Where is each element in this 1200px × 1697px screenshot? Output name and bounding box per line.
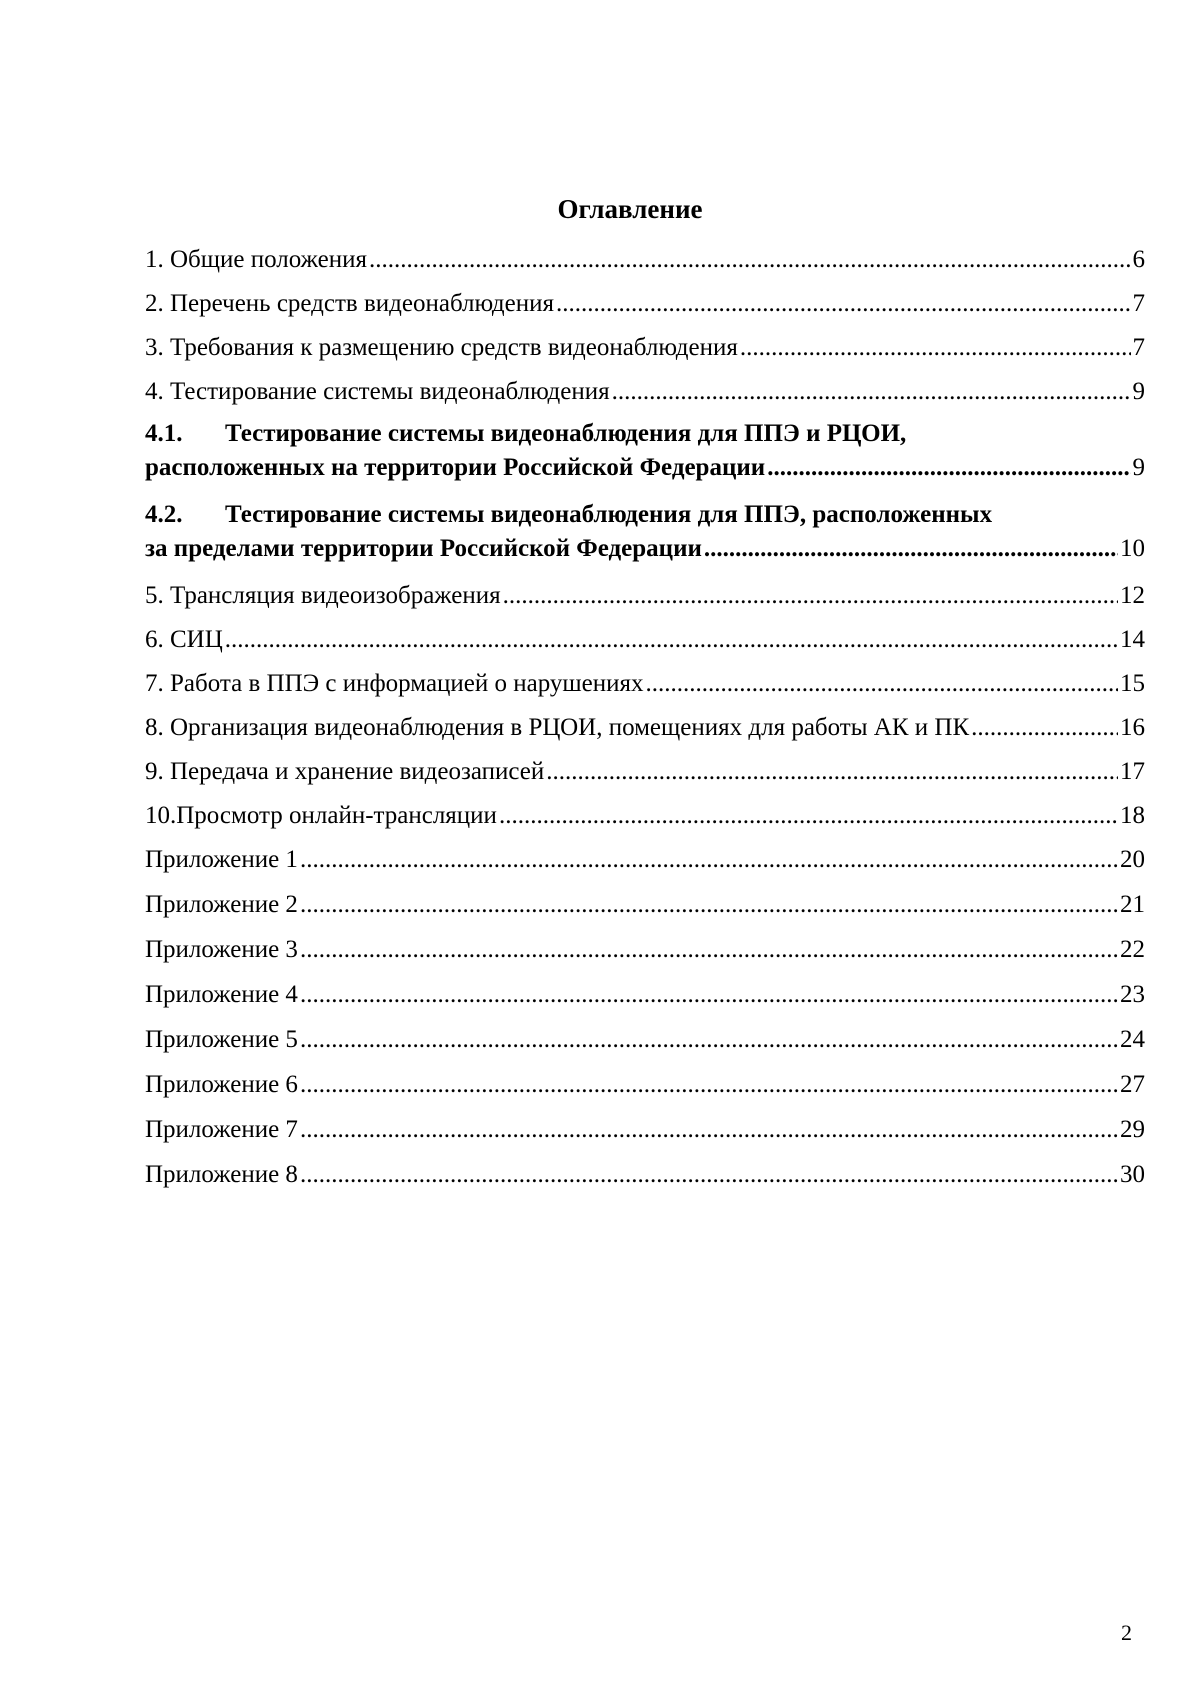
toc-page-number: 15 — [1120, 670, 1145, 697]
toc-entry-number: 4.2. — [145, 501, 183, 528]
toc-entry-text: Просмотр онлайн-трансляции — [176, 802, 497, 829]
toc-page-number: 6 — [1132, 246, 1145, 273]
toc-entry-text: Приложение 5 — [145, 1026, 298, 1053]
toc-entry-appendix-1[interactable] — [145, 843, 1145, 877]
toc-entry-appendix-8[interactable] — [145, 1158, 1145, 1192]
dot-leader — [546, 755, 1118, 789]
toc-page-number: 27 — [1120, 1071, 1145, 1098]
toc-entry-4-2[interactable] — [145, 498, 1145, 566]
toc-entry-3[interactable] — [145, 331, 1145, 365]
dot-leader — [225, 623, 1118, 657]
toc-entry-number: 8. — [145, 714, 164, 741]
dot-leader — [767, 451, 1130, 485]
toc-entry-appendix-4[interactable] — [145, 978, 1145, 1012]
toc-entry-4[interactable] — [145, 375, 1145, 409]
toc-entry-9[interactable] — [145, 755, 1145, 789]
toc-page-number: 17 — [1120, 758, 1145, 785]
toc-entry-appendix-5[interactable] — [145, 1023, 1145, 1057]
toc-page-number: 7 — [1132, 290, 1145, 317]
toc-entry-number: 4. — [145, 378, 164, 405]
toc-entry-text: Тестирование системы видеонаблюдения — [170, 378, 610, 405]
dot-leader — [646, 667, 1118, 701]
toc-entry-appendix-6[interactable] — [145, 1068, 1145, 1102]
toc-page-number: 29 — [1120, 1116, 1145, 1143]
toc-entry-1[interactable] — [145, 243, 1145, 277]
toc-entry-text-line1: Тестирование системы видеонаблюдения для ППЭ и РЦОИ, — [225, 420, 907, 447]
toc-entry-number: 9. — [145, 758, 164, 785]
toc-entry-number: 10. — [145, 802, 177, 829]
toc-page-number: 22 — [1120, 936, 1145, 963]
toc-entry-appendix-3[interactable] — [145, 933, 1145, 967]
toc-entry-number: 4.1. — [145, 420, 183, 447]
toc-entry-text: СИЦ — [170, 626, 223, 653]
toc-entry-text-line2: расположенных на территории Российской Федерации — [145, 454, 766, 481]
dot-leader — [612, 375, 1131, 409]
dot-leader — [300, 978, 1118, 1012]
toc-entry-text: Приложение 7 — [145, 1116, 298, 1143]
toc-entry-number: 2. — [145, 290, 164, 317]
dot-leader — [369, 243, 1131, 277]
toc-entry-text: Работа в ППЭ с информацией о нарушениях — [170, 670, 644, 697]
dot-leader — [971, 711, 1118, 745]
toc-page-number: 12 — [1120, 582, 1145, 609]
toc-entry-appendix-7[interactable] — [145, 1113, 1145, 1147]
toc-entry-text: Приложение 6 — [145, 1071, 298, 1098]
toc-page-number: 10 — [1120, 535, 1145, 562]
toc-entry-text: Общие положения — [170, 246, 367, 273]
toc-entry-8[interactable] — [145, 711, 1145, 745]
toc-page-number: 7 — [1132, 334, 1145, 361]
toc-entry-number: 6. — [145, 626, 164, 653]
dot-leader — [556, 287, 1130, 321]
toc-page-number: 16 — [1120, 714, 1145, 741]
toc-entry-text: Перечень средств видеонаблюдения — [170, 290, 555, 317]
toc-entry-number: 5. — [145, 582, 164, 609]
dot-leader — [300, 1158, 1118, 1192]
page-number: 2 — [1121, 1620, 1132, 1645]
toc-title: Оглавление — [557, 194, 703, 224]
toc-entry-text: Приложение 3 — [145, 936, 298, 963]
toc-entry-text: Требования к размещению средств видеонаблюдения — [170, 334, 738, 361]
toc-page-number: 30 — [1120, 1161, 1145, 1188]
toc-entry-appendix-2[interactable] — [145, 888, 1145, 922]
toc-entry-text: Приложение 1 — [145, 846, 298, 873]
toc-entry-number: 7. — [145, 670, 164, 697]
dot-leader — [503, 579, 1118, 613]
toc-entry-text: Передача и хранение видеозаписей — [170, 758, 545, 785]
toc-entry-4-1[interactable] — [145, 417, 1145, 485]
toc-page-number: 9 — [1132, 378, 1145, 405]
dot-leader — [300, 1113, 1118, 1147]
toc-entry-number: 1. — [145, 246, 164, 273]
dot-leader — [300, 1068, 1118, 1102]
toc-page-number: 23 — [1120, 981, 1145, 1008]
toc-entry-text: Приложение 2 — [145, 891, 298, 918]
toc-entry-number: 3. — [145, 334, 164, 361]
dot-leader — [499, 799, 1118, 833]
dot-leader — [300, 1023, 1118, 1057]
toc-entry-10[interactable] — [145, 799, 1145, 833]
toc-entry-text: Приложение 8 — [145, 1161, 298, 1188]
dot-leader — [704, 532, 1118, 566]
toc-entry-2[interactable] — [145, 287, 1145, 321]
toc-entry-text: Приложение 4 — [145, 981, 298, 1008]
toc-page-number: 24 — [1120, 1026, 1145, 1053]
dot-leader — [300, 888, 1118, 922]
toc-page-number: 20 — [1120, 846, 1145, 873]
toc-entry-text: Организация видеонаблюдения в РЦОИ, помещениях для работы АК и ПК — [170, 714, 970, 741]
toc-page-number: 21 — [1120, 891, 1145, 918]
toc-entry-6[interactable] — [145, 623, 1145, 657]
dot-leader — [300, 933, 1118, 967]
table-of-contents — [145, 243, 1145, 1192]
toc-page-number: 14 — [1120, 626, 1145, 653]
dot-leader — [740, 331, 1131, 365]
toc-entry-text-line1: Тестирование системы видеонаблюдения для ППЭ, расположенных — [225, 501, 993, 528]
dot-leader — [300, 843, 1118, 877]
toc-entry-5[interactable] — [145, 579, 1145, 613]
toc-entry-text-line2: за пределами территории Российской Федерации — [145, 535, 702, 562]
toc-page-number: 9 — [1132, 454, 1145, 481]
toc-entry-text: Трансляция видеоизображения — [170, 582, 501, 609]
toc-page-number: 18 — [1120, 802, 1145, 829]
toc-entry-7[interactable] — [145, 667, 1145, 701]
